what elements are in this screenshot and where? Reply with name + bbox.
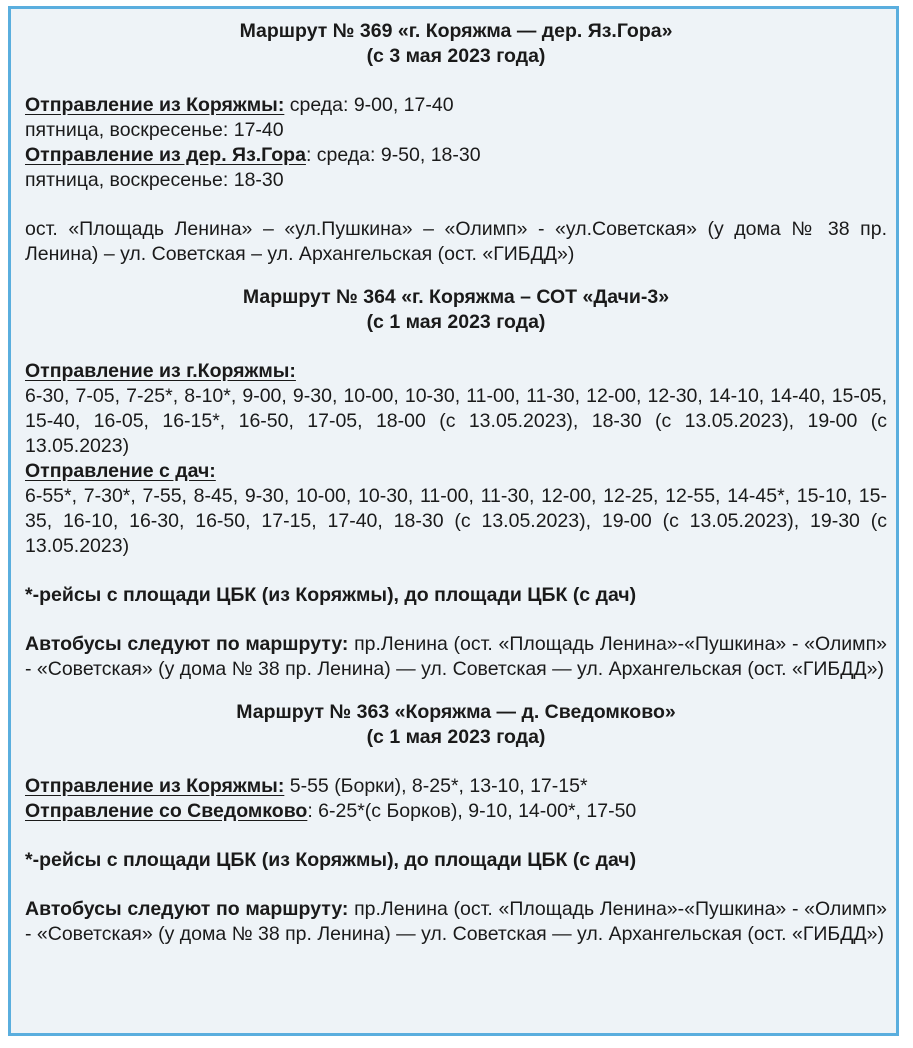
route-369-dep2-text: : среда: 9-50, 18-30 (305, 144, 481, 166)
route-364-dep1-times: 6-30, 7-05, 7-25*, 8-10*, 9-00, 9-30, 10-00, 10-30, 11-00, 11-30, 12-00, 12-30, 14-10, 14-40, 15-05, 15-40, 16-05, 16-15*, 16-50, 17-05, 18-00 (с 13.05.2023), 18-30 (с 13.05.2023), 19-00 (с 13.05.2023) (25, 385, 887, 457)
route-369-dep2-label: Отправление из дер. Яз.Гора (25, 144, 306, 166)
route-364-section (25, 285, 887, 682)
route-369-dep2-line2: пятница, воскресенье: 18-30 (25, 169, 284, 191)
route-364-dep2-label: Отправление с дач: (25, 460, 216, 482)
route-369-dep1-line2: пятница, воскресенье: 17-40 (25, 119, 284, 141)
route-364-note: *-рейсы с площади ЦБК (из Коряжмы), до площади ЦБК (с дач) (25, 584, 637, 606)
route-363-path-label: Автобусы следуют по маршруту: (25, 898, 349, 920)
route-369-departure-1 (25, 93, 887, 118)
route-369-path: ост. «Площадь Ленина» – «ул.Пушкина» – «Олимп» - «ул.Советская» (у дома № 38 пр. Ленина) – ул. Советская – ул. Архангельская (ост. «ГИБДД») (25, 218, 887, 265)
route-363-path-text: пр.Ленина (ост. «Площадь Ленина»-«Пушкина» - «Олимп» - «Советская» (у дома № 38 пр. Ленина) — ул. Советская — ул. Архангельская (ост. «ГИБДД») (25, 898, 887, 945)
route-363-departure-1 (25, 774, 887, 799)
route-363-dep2-text: : 6-25*(с Борков), 9-10, 14-00*, 17-50 (307, 800, 637, 822)
schedule-content (25, 19, 887, 947)
route-369-title: Маршрут № 369 «г. Коряжма — дер. Яз.Гора» (239, 20, 673, 42)
route-363-dep2-label: Отправление со Сведомково (25, 800, 308, 822)
route-364-path-label: Автобусы следуют по маршруту: (25, 633, 349, 655)
route-363-date: (с 1 мая 2023 года) (366, 726, 546, 748)
route-363-dep1-label: Отправление из Коряжмы: (25, 775, 285, 797)
route-369-departure-2 (25, 143, 887, 168)
route-363-note: *-рейсы с площади ЦБК (из Коряжмы), до площади ЦБК (с дач) (25, 849, 637, 871)
route-364-dep2-times: 6-55*, 7-30*, 7-55, 8-45, 9-30, 10-00, 10-30, 11-00, 11-30, 12-00, 12-25, 12-55, 14-45*, 15-10, 15-35, 16-10, 16-30, 16-50, 17-15, 17-40, 18-30 (с 13.05.2023), 19-00 (с 13.05.2023), 19-30 (с 13.05.2023) (25, 485, 887, 557)
route-364-dep2-label-line (25, 459, 887, 484)
schedule-frame (8, 6, 899, 1036)
route-364-dep1-label: Отправление из г.Коряжмы: (25, 360, 296, 382)
route-369-section (25, 19, 887, 267)
route-364-dep1-label-line (25, 359, 887, 384)
route-363-path (25, 897, 887, 947)
route-363-section (25, 700, 887, 947)
route-364-date: (с 1 мая 2023 года) (366, 311, 546, 333)
route-364-title: Маршрут № 364 «г. Коряжма – СОТ «Дачи-3» (242, 286, 670, 308)
route-363-title: Маршрут № 363 «Коряжма — д. Сведомково» (236, 701, 676, 723)
route-369-date: (с 3 мая 2023 года) (366, 45, 546, 67)
route-363-departure-2 (25, 799, 887, 824)
route-364-path (25, 632, 887, 682)
route-369-dep1-label: Отправление из Коряжмы: (25, 94, 285, 116)
route-369-dep1-text: среда: 9-00, 17-40 (284, 94, 454, 116)
route-363-dep1-text: 5-55 (Борки), 8-25*, 13-10, 17-15* (284, 775, 588, 797)
route-364-path-text: пр.Ленина (ост. «Площадь Ленина»-«Пушкина» - «Олимп» - «Советская» (у дома № 38 пр. Ленина) — ул. Советская — ул. Архангельская (ост. «ГИБДД») (25, 633, 887, 680)
